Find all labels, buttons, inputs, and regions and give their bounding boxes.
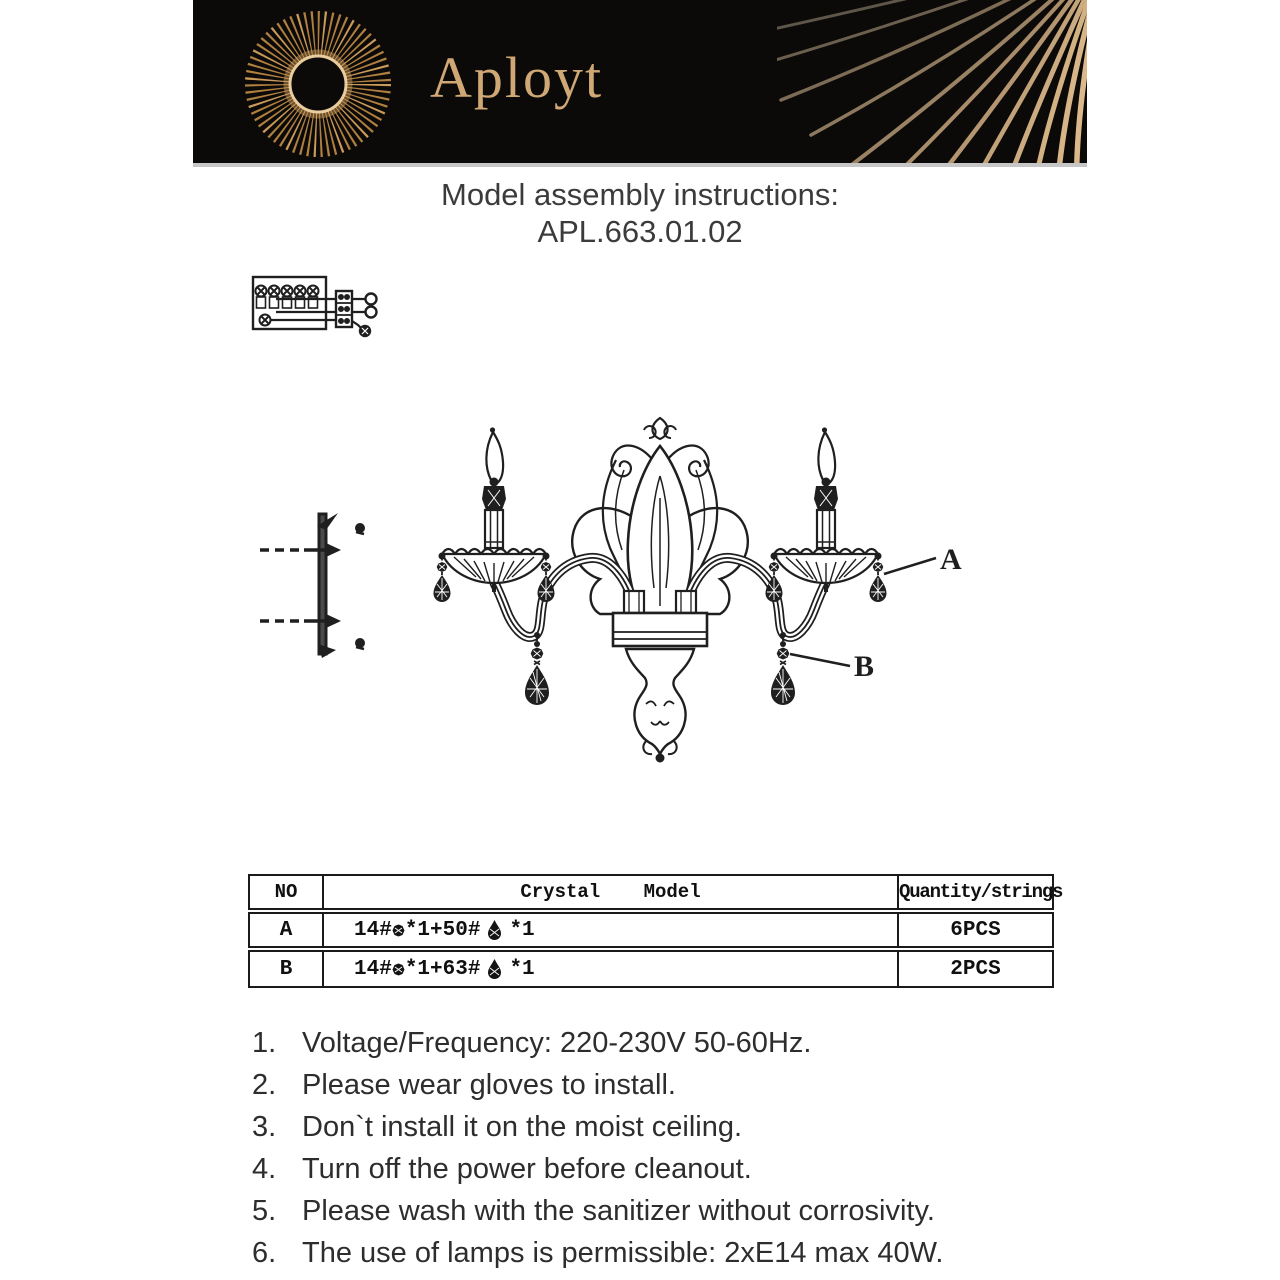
table-header-qty: Quantity/strings bbox=[898, 875, 1053, 911]
item-number: 3. bbox=[252, 1111, 277, 1143]
octagon-crystal-icon bbox=[392, 963, 405, 976]
row-b-qty: 2PCS bbox=[898, 949, 1053, 987]
screw-icon bbox=[356, 524, 365, 650]
crystal-b bbox=[525, 637, 549, 705]
page-title bbox=[0, 176, 1280, 250]
teardrop-crystal-icon bbox=[487, 920, 502, 940]
item-text: Don`t install it on the moist ceiling. bbox=[302, 1111, 743, 1143]
item-number: 1. bbox=[252, 1027, 277, 1059]
row-a-qty: 6PCS bbox=[898, 911, 1053, 949]
item-text: Please wear gloves to install. bbox=[302, 1069, 676, 1101]
crystal-table bbox=[248, 874, 1063, 988]
table-row-a bbox=[249, 911, 1053, 949]
crystal-label-a: A bbox=[940, 543, 962, 576]
item-text: Turn off the power before cleanout. bbox=[302, 1153, 752, 1185]
instruction-item bbox=[252, 1106, 1064, 1148]
page-title-line1: Model assembly instructions: bbox=[441, 177, 839, 212]
row-b-no: B bbox=[249, 949, 323, 987]
octagon-crystal-icon bbox=[392, 924, 405, 937]
bottom-finial bbox=[626, 649, 694, 762]
item-number: 2. bbox=[252, 1069, 277, 1101]
instruction-item bbox=[252, 1190, 1064, 1232]
brand-name: Aployt bbox=[430, 45, 604, 110]
mounting-bracket-diagram bbox=[256, 498, 388, 676]
brand-banner bbox=[193, 0, 1087, 167]
table-header-no: NO bbox=[249, 875, 323, 911]
row-a-model bbox=[324, 919, 897, 942]
right-candle bbox=[771, 427, 882, 592]
item-number: 6. bbox=[252, 1237, 277, 1269]
model-text: *1+50# bbox=[404, 918, 481, 942]
table-header-row bbox=[249, 875, 1053, 911]
row-a-no: A bbox=[249, 911, 323, 949]
model-text: 14# bbox=[354, 918, 392, 942]
decorative-rays-icon bbox=[777, 0, 1087, 167]
wiring-diagram bbox=[246, 263, 402, 355]
model-text: 14# bbox=[354, 957, 392, 981]
instruction-item bbox=[252, 1232, 1064, 1274]
table-row-b bbox=[249, 949, 1053, 987]
model-text: *1 bbox=[509, 957, 535, 981]
row-b-model bbox=[324, 958, 897, 981]
instruction-item bbox=[252, 1148, 1064, 1190]
crystal-label-b: B bbox=[854, 650, 875, 683]
model-number: APL.663.01.02 bbox=[537, 214, 743, 249]
instruction-list bbox=[252, 1022, 1064, 1274]
item-text: The use of lamps is permissible: 2xE14 max 40W. bbox=[302, 1237, 944, 1269]
crystal-b bbox=[771, 637, 795, 705]
item-number: 4. bbox=[252, 1153, 277, 1185]
item-number: 5. bbox=[252, 1195, 277, 1227]
item-text: Voltage/Frequency: 220-230V 50-60Hz. bbox=[302, 1027, 812, 1059]
table-header-model: Crystal Model bbox=[323, 875, 898, 911]
instruction-item bbox=[252, 1022, 1064, 1064]
teardrop-crystal-icon bbox=[487, 959, 502, 979]
instruction-item bbox=[252, 1064, 1064, 1106]
model-text: *1+63# bbox=[404, 957, 481, 981]
sconce-assembly-diagram bbox=[430, 406, 990, 770]
brand-logo-starburst-icon bbox=[238, 4, 398, 164]
left-candle bbox=[439, 427, 550, 592]
model-text: *1 bbox=[509, 918, 535, 942]
backplate-ornament bbox=[572, 418, 748, 614]
item-text: Please wash with the sanitizer without corrosivity. bbox=[302, 1195, 935, 1227]
